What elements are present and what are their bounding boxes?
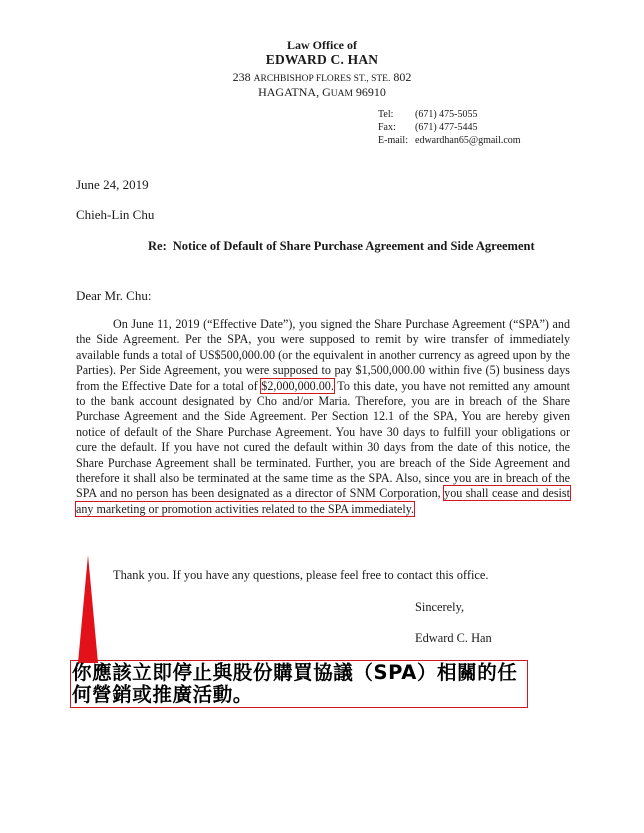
attorney-name: EDWARD C. HAN [265,52,379,67]
signer-name: Edward C. Han [415,631,492,645]
highlighted-cease-clause: you shall cease and desist any marketing or promotion activities related to the SPA immediately. [76,486,570,516]
subject-line [114,238,554,254]
closing-thanks: Thank you. If you have any questions, please feel free to contact this office. [113,568,489,582]
office-address-line2: HAGATNA, GUAM 96910 [258,85,386,99]
office-address-line1: 238 ARCHBISHOP FLORES ST., STE. 802 [232,70,412,84]
highlighted-amount: $2,000,000.00. [261,378,334,393]
translation-callout-text: 你應該立即停止與股份購買協議（SPA）相關的任何營銷或推廣活動。 [72,661,518,706]
closing-sincerely: Sincerely, [415,600,465,614]
body-paragraph: On June 11, 2019 (“Effective Date”), you signed the Share Purchase Agreement (“SPA”) and the Side Agreement. Per the SPA, you were supposed to remit by wire transfer of immediately available funds a total of US$500,000.00 (or the equivalent in another currency as agreed upon by the Parties). Per Side Agreement, you were supposed to pay $1,500,000.00 within five (5) business days from the Effective Date for a total of $2,000,000.00. To this date, you have not remitted any amount to the bank account designated by Cho and/or Maria. Therefore, you are in breach of the Share Purchase Agreement and the Side Agreement. Per Section 12.1 of the SPA, You are hereby given notice of default of the Share Purchase Agreement. You have 30 days to fulfill your obligations or cure the default. If you have not cured the default within 30 days from the date of this notice, the Share Purchase Agreement shall be terminated. Further, you are breach of the Side Agreement and therefore it shall also be terminated at the same time as the SPA. Also, since you are in breach of the SPA and no person has been designated as a director of SNM Corporation, you shall cease and desist any marketing or promotion activities related to the SPA immediately. [76,317,570,516]
letter-date: June 24, 2019 [76,177,149,192]
office-label: Law Office of [287,38,357,52]
greeting: Dear Mr. Chu: [76,288,152,303]
subject-prefix: Re: [148,239,167,253]
contact-email: E-mail: edwardhan65@gmail.com [378,135,521,146]
subject-text: Notice of Default of Share Purchase Agreement and Side Agreement [172,239,535,253]
contact-block [378,108,521,147]
annotation-arrow-icon [70,555,110,665]
contact-tel: Tel: (671) 475-5055 [378,109,478,120]
contact-fax: Fax: (671) 477-5445 [378,122,478,133]
recipient-name: Chieh-Lin Chu [76,207,155,222]
